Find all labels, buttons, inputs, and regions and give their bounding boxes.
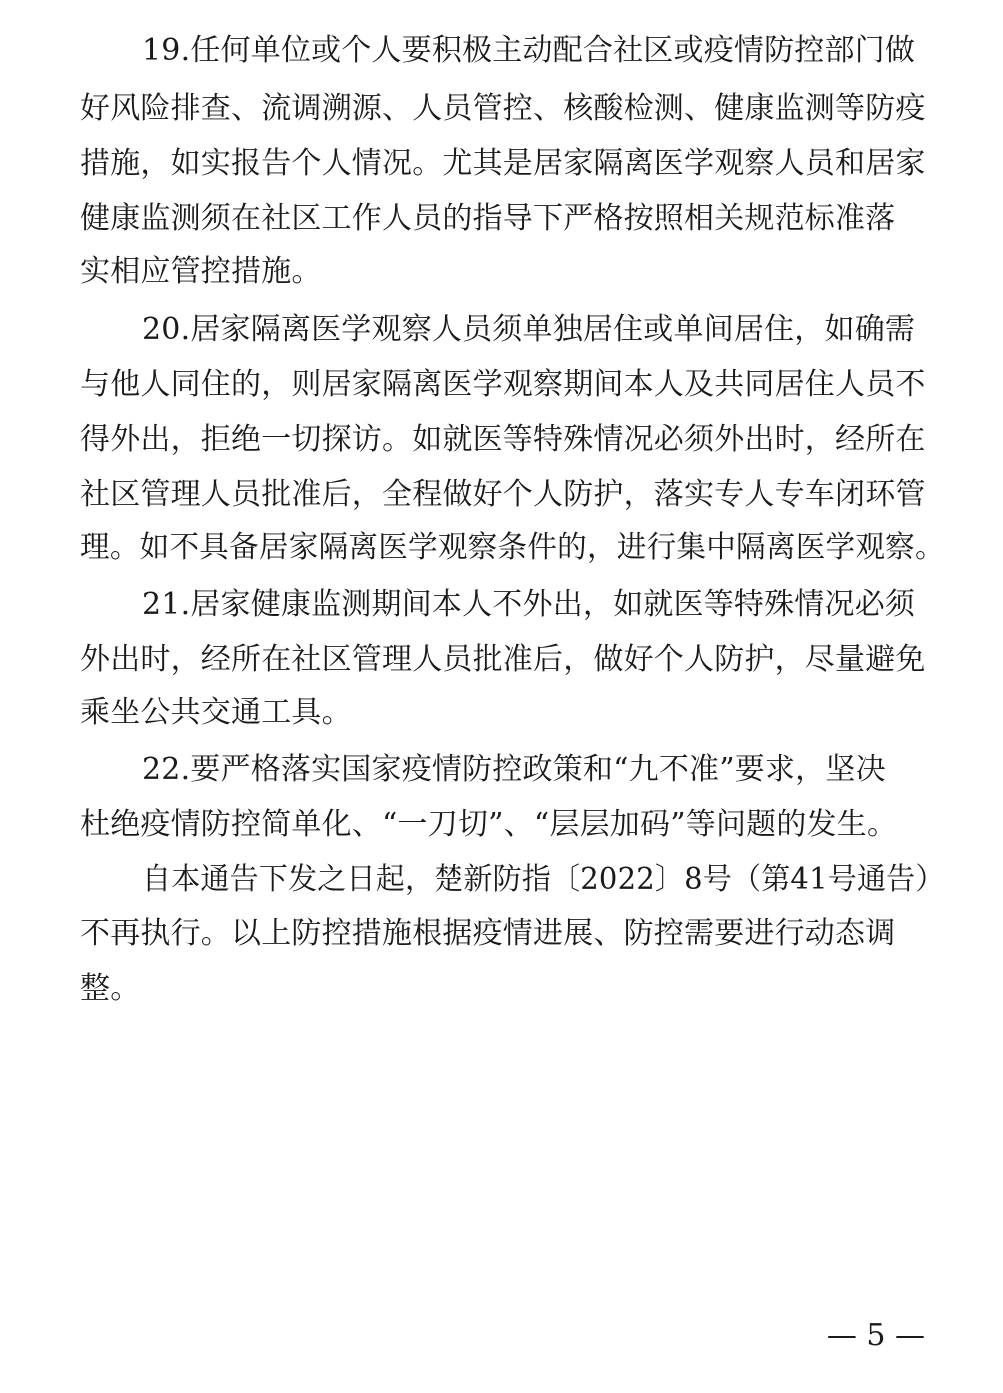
paragraph-21-line-2: 外出时，经所在社区管理人员批准后，做好个人防护，尽量避免 — [80, 642, 926, 677]
paragraph-22-line-2: 杜绝疫情防控简单化、“一刀切”、“层层加码”等问题的发生。 — [80, 807, 898, 842]
paragraph-20-line-2: 与他人同住的，则居家隔离医学观察期间本人及共同居住人员不 — [80, 367, 926, 402]
closing-paragraph-line-1: 自本通告下发之日起，楚新防指〔2022〕8号（第41号通告） — [142, 862, 945, 897]
paragraph-20-line-5: 理。如不具备居家隔离医学观察条件的，进行集中隔离医学观察。 — [80, 530, 945, 565]
paragraph-21-line-3: 乘坐公共交通工具。 — [80, 695, 352, 730]
paragraph-19-line-5: 实相应管控措施。 — [80, 254, 322, 289]
paragraph-19-line-4: 健康监测须在社区工作人员的指导下严格按照相关规范标准落 — [80, 201, 896, 236]
paragraph-21-line-1: 21.居家健康监测期间本人不外出，如就医等特殊情况必须 — [142, 587, 916, 622]
paragraph-19-line-1: 19.任何单位或个人要积极主动配合社区或疫情防控部门做 — [142, 33, 916, 68]
paragraph-22-line-1: 22.要严格落实国家疫情防控政策和“九不准”要求，坚决 — [142, 752, 886, 787]
paragraph-20-line-4: 社区管理人员批准后，全程做好个人防护，落实专人专车闭环管 — [80, 477, 926, 512]
page-number: — 5 — — [826, 1318, 925, 1353]
paragraph-20-line-1: 20.居家隔离医学观察人员须单独居住或单间居住，如确需 — [142, 312, 916, 347]
paragraph-19-line-3: 措施，如实报告个人情况。尤其是居家隔离医学观察人员和居家 — [80, 146, 926, 181]
paragraph-20-line-3: 得外出，拒绝一切探访。如就医等特殊情况必须外出时，经所在 — [80, 422, 926, 457]
closing-paragraph-line-3: 整。 — [80, 971, 141, 1006]
closing-paragraph-line-2: 不再执行。以上防控措施根据疫情进展、防控需要进行动态调 — [80, 916, 896, 951]
paragraph-19-line-2: 好风险排查、流调溯源、人员管控、核酸检测、健康监测等防疫 — [80, 91, 926, 126]
